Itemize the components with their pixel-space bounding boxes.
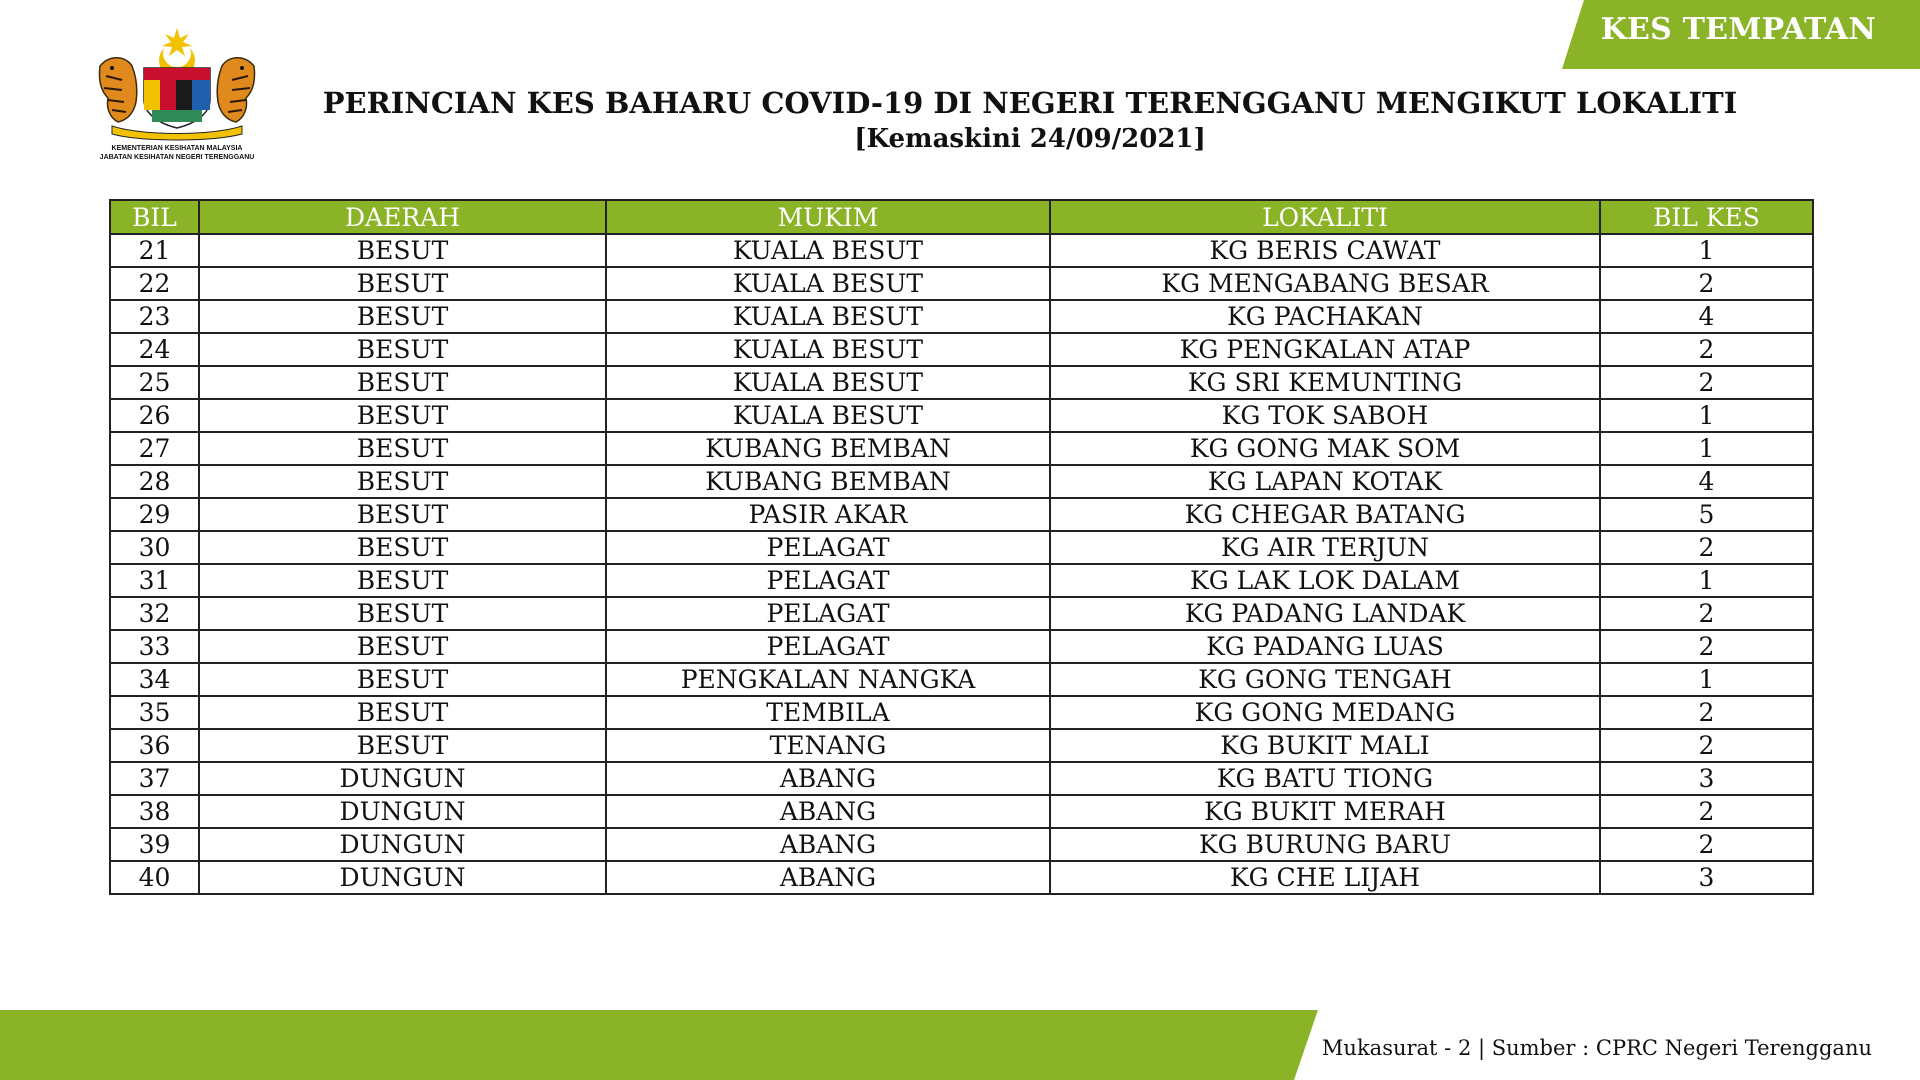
table-row	[110, 663, 1813, 696]
cell-bil-kes: 3	[1600, 762, 1813, 795]
table-row	[110, 465, 1813, 498]
update-date: [Kemaskini 24/09/2021]	[854, 124, 1206, 154]
cell-lokaliti: KG PADANG LUAS	[1050, 630, 1600, 663]
cell-lokaliti: KG PENGKALAN ATAP	[1050, 333, 1600, 366]
cell-bil-kes: 1	[1600, 432, 1813, 465]
cell-lokaliti: KG MENGABANG BESAR	[1050, 267, 1600, 300]
cell-bil: 38	[110, 795, 199, 828]
cell-lokaliti: KG CHEGAR BATANG	[1050, 498, 1600, 531]
cell-daerah: DUNGUN	[199, 762, 606, 795]
cell-mukim: ABANG	[606, 762, 1050, 795]
cell-lokaliti: KG SRI KEMUNTING	[1050, 366, 1600, 399]
cell-mukim: PENGKALAN NANGKA	[606, 663, 1050, 696]
cell-daerah: BESUT	[199, 267, 606, 300]
cell-bil: 30	[110, 531, 199, 564]
cell-daerah: BESUT	[199, 399, 606, 432]
table-row	[110, 762, 1813, 795]
cell-bil-kes: 3	[1600, 861, 1813, 894]
cell-bil: 24	[110, 333, 199, 366]
cell-daerah: BESUT	[199, 300, 606, 333]
cell-bil-kes: 1	[1600, 234, 1813, 267]
table-body	[110, 234, 1813, 894]
cell-daerah: DUNGUN	[199, 828, 606, 861]
table-row	[110, 498, 1813, 531]
table-row	[110, 828, 1813, 861]
footer-source: Mukasurat - 2 | Sumber : CPRC Negeri Terengganu	[1321, 1036, 1872, 1060]
cell-bil-kes: 2	[1600, 795, 1813, 828]
cell-daerah: DUNGUN	[199, 795, 606, 828]
cell-bil: 23	[110, 300, 199, 333]
page-title: PERINCIAN KES BAHARU COVID-19 DI NEGERI TERENGGANU MENGIKUT LOKALITI	[322, 86, 1738, 120]
cell-daerah: BESUT	[199, 333, 606, 366]
cell-bil-kes: 4	[1600, 300, 1813, 333]
cell-daerah: BESUT	[199, 498, 606, 531]
cell-bil: 25	[110, 366, 199, 399]
table-row	[110, 795, 1813, 828]
column-header-mukim: MUKIM	[606, 200, 1050, 234]
cell-lokaliti: KG BATU TIONG	[1050, 762, 1600, 795]
cell-lokaliti: KG PACHAKAN	[1050, 300, 1600, 333]
cell-bil-kes: 2	[1600, 531, 1813, 564]
ribbon-label: KES TEMPATAN	[1600, 12, 1876, 47]
cell-bil: 22	[110, 267, 199, 300]
cell-mukim: ABANG	[606, 795, 1050, 828]
cell-lokaliti: KG LAPAN KOTAK	[1050, 465, 1600, 498]
cell-bil: 39	[110, 828, 199, 861]
emblem-caption-state: JABATAN KESIHATAN NEGERI TERENGGANU	[99, 154, 255, 161]
column-header-lokaliti: LOKALITI	[1050, 200, 1600, 234]
cell-bil-kes: 2	[1600, 597, 1813, 630]
cell-daerah: BESUT	[199, 597, 606, 630]
cell-daerah: BESUT	[199, 729, 606, 762]
cell-mukim: PELAGAT	[606, 531, 1050, 564]
cell-daerah: BESUT	[199, 366, 606, 399]
table-row	[110, 333, 1813, 366]
cell-bil-kes: 2	[1600, 729, 1813, 762]
cell-lokaliti: KG BURUNG BARU	[1050, 828, 1600, 861]
cell-bil: 37	[110, 762, 199, 795]
cell-mukim: KUALA BESUT	[606, 234, 1050, 267]
cell-bil: 36	[110, 729, 199, 762]
cell-mukim: KUALA BESUT	[606, 333, 1050, 366]
cell-bil-kes: 2	[1600, 366, 1813, 399]
cell-bil: 33	[110, 630, 199, 663]
cell-daerah: BESUT	[199, 564, 606, 597]
cell-mukim: KUALA BESUT	[606, 399, 1050, 432]
table-row	[110, 696, 1813, 729]
table-row	[110, 861, 1813, 894]
cell-bil-kes: 2	[1600, 828, 1813, 861]
cell-bil-kes: 1	[1600, 399, 1813, 432]
cases-table-container	[109, 199, 1812, 895]
cell-daerah: BESUT	[199, 630, 606, 663]
cell-daerah: BESUT	[199, 465, 606, 498]
cell-bil: 29	[110, 498, 199, 531]
cell-bil-kes: 2	[1600, 630, 1813, 663]
table-header-row	[110, 200, 1813, 234]
cell-daerah: DUNGUN	[199, 861, 606, 894]
cell-lokaliti: KG PADANG LANDAK	[1050, 597, 1600, 630]
cell-bil: 40	[110, 861, 199, 894]
cell-lokaliti: KG LAK LOK DALAM	[1050, 564, 1600, 597]
cell-bil: 34	[110, 663, 199, 696]
cell-bil-kes: 4	[1600, 465, 1813, 498]
cell-bil-kes: 5	[1600, 498, 1813, 531]
table-row	[110, 564, 1813, 597]
cell-bil: 27	[110, 432, 199, 465]
cell-daerah: BESUT	[199, 234, 606, 267]
cell-mukim: PASIR AKAR	[606, 498, 1050, 531]
coat-of-arms-icon	[92, 26, 262, 144]
cell-lokaliti: KG TOK SABOH	[1050, 399, 1600, 432]
cell-bil: 32	[110, 597, 199, 630]
table-row	[110, 630, 1813, 663]
table-row	[110, 729, 1813, 762]
table-row	[110, 300, 1813, 333]
column-header-daerah: DAERAH	[199, 200, 606, 234]
cell-lokaliti: KG BUKIT MERAH	[1050, 795, 1600, 828]
ministry-emblem	[92, 26, 262, 166]
cell-mukim: KUALA BESUT	[606, 267, 1050, 300]
table-row	[110, 531, 1813, 564]
cell-lokaliti: KG GONG TENGAH	[1050, 663, 1600, 696]
emblem-caption-ministry: KEMENTERIAN KESIHATAN MALAYSIA	[111, 145, 243, 152]
table-row	[110, 399, 1813, 432]
cell-mukim: KUALA BESUT	[606, 366, 1050, 399]
column-header-bil-kes: BIL KES	[1600, 200, 1813, 234]
cell-mukim: KUBANG BEMBAN	[606, 432, 1050, 465]
cell-bil: 26	[110, 399, 199, 432]
cell-lokaliti: KG GONG MAK SOM	[1050, 432, 1600, 465]
cell-bil-kes: 1	[1600, 564, 1813, 597]
cell-mukim: PELAGAT	[606, 564, 1050, 597]
cell-lokaliti: KG CHE LIJAH	[1050, 861, 1600, 894]
cell-mukim: PELAGAT	[606, 597, 1050, 630]
cell-bil-kes: 2	[1600, 267, 1813, 300]
cell-mukim: KUALA BESUT	[606, 300, 1050, 333]
cell-bil: 35	[110, 696, 199, 729]
table-row	[110, 432, 1813, 465]
cell-bil: 21	[110, 234, 199, 267]
table-row	[110, 267, 1813, 300]
cell-lokaliti: KG AIR TERJUN	[1050, 531, 1600, 564]
cell-daerah: BESUT	[199, 696, 606, 729]
cell-bil-kes: 2	[1600, 333, 1813, 366]
cell-daerah: BESUT	[199, 663, 606, 696]
cell-daerah: BESUT	[199, 531, 606, 564]
cell-mukim: ABANG	[606, 861, 1050, 894]
cell-bil-kes: 1	[1600, 663, 1813, 696]
cell-daerah: BESUT	[199, 432, 606, 465]
cell-bil: 31	[110, 564, 199, 597]
table-row	[110, 597, 1813, 630]
cell-bil-kes: 2	[1600, 696, 1813, 729]
table-row	[110, 234, 1813, 267]
cell-lokaliti: KG GONG MEDANG	[1050, 696, 1600, 729]
cell-bil: 28	[110, 465, 199, 498]
cell-mukim: PELAGAT	[606, 630, 1050, 663]
cell-mukim: TEMBILA	[606, 696, 1050, 729]
footer-bar	[0, 1010, 1318, 1080]
cell-lokaliti: KG BUKIT MALI	[1050, 729, 1600, 762]
column-header-bil: BIL	[110, 200, 199, 234]
cell-mukim: KUBANG BEMBAN	[606, 465, 1050, 498]
cell-mukim: ABANG	[606, 828, 1050, 861]
cell-mukim: TENANG	[606, 729, 1050, 762]
table-row	[110, 366, 1813, 399]
cases-table	[109, 199, 1814, 895]
cell-lokaliti: KG BERIS CAWAT	[1050, 234, 1600, 267]
